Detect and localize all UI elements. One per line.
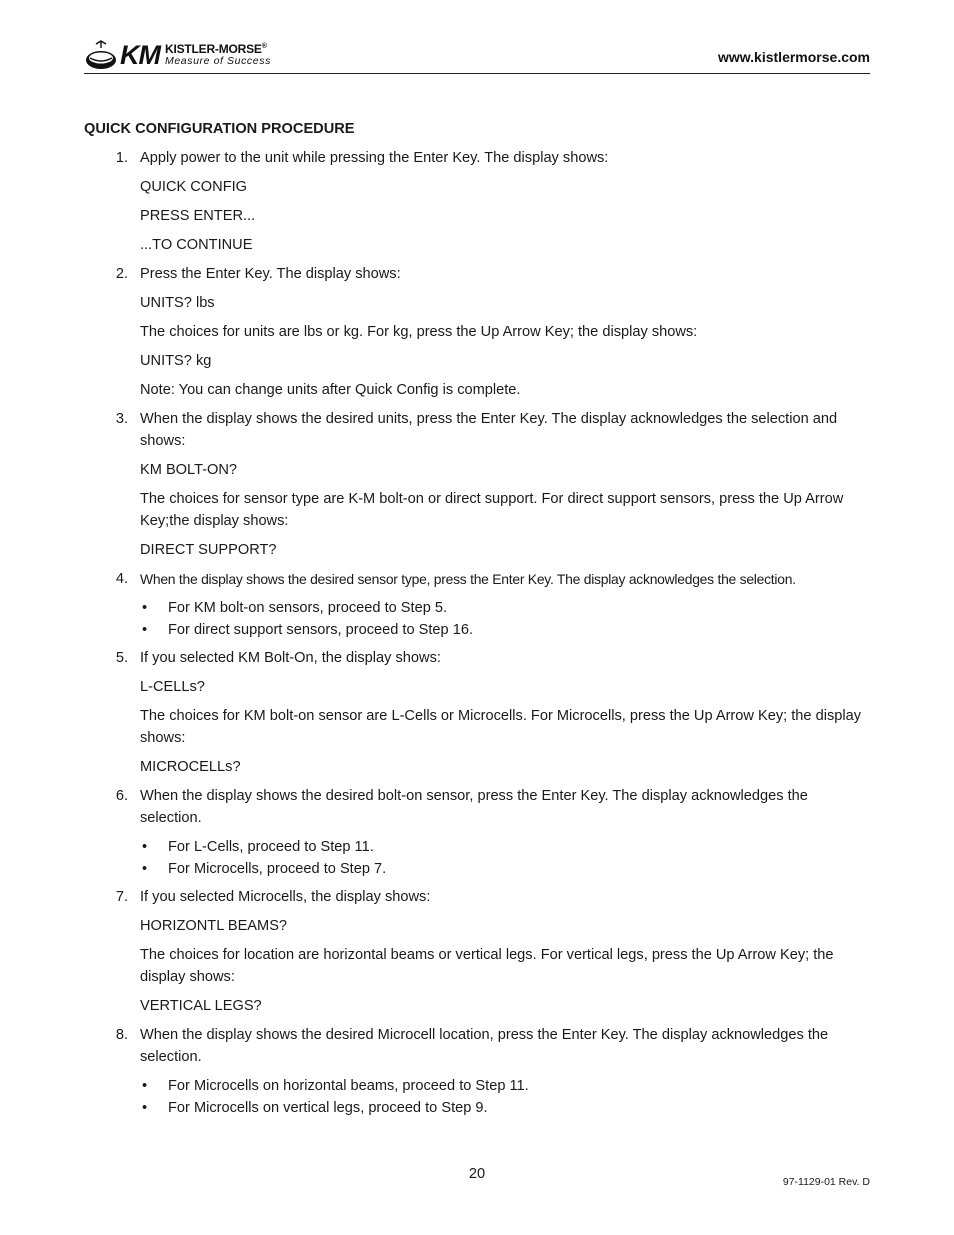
display-text: QUICK CONFIG bbox=[140, 179, 248, 195]
step-7 bbox=[84, 886, 870, 908]
display-text: ...TO CONTINUE bbox=[140, 237, 253, 253]
step-paragraph: The choices for location are horizontal beams or vertical legs. For vertical legs, press the Up Arrow Key; the display shows: bbox=[140, 947, 834, 985]
step-4 bbox=[84, 568, 870, 590]
step-5 bbox=[84, 647, 870, 669]
list-item bbox=[140, 858, 870, 880]
page-number: 20 bbox=[468, 1166, 486, 1182]
logo-company-name: KISTLER-MORSE® bbox=[165, 42, 267, 57]
bullet-list bbox=[84, 836, 870, 880]
list-item bbox=[140, 1097, 870, 1119]
list-item-text: For Microcells, proceed to Step 7. bbox=[168, 861, 387, 877]
display-text: L-CELLs? bbox=[140, 679, 205, 695]
step-number: 4. bbox=[115, 571, 128, 587]
document-body bbox=[84, 118, 870, 1125]
display-text: VERTICAL LEGS? bbox=[140, 998, 262, 1014]
logo-scale-icon bbox=[84, 39, 118, 71]
logo-tagline: Measure of Success bbox=[165, 55, 271, 68]
step-text: If you selected KM Bolt-On, the display shows: bbox=[140, 650, 441, 666]
list-item-text: For KM bolt-on sensors, proceed to Step 5. bbox=[168, 600, 448, 616]
step-1 bbox=[84, 147, 870, 169]
list-item bbox=[140, 619, 870, 641]
step-text: When the display shows the desired Microcell location, press the Enter Key. The display acknowledges the selection. bbox=[140, 1027, 829, 1065]
step-number: 2. bbox=[115, 266, 128, 282]
section-title: QUICK CONFIGURATION PROCEDURE bbox=[84, 121, 355, 137]
note-text: Note: You can change units after Quick Config is complete. bbox=[140, 382, 521, 398]
list-item-text: For L-Cells, proceed to Step 11. bbox=[168, 839, 374, 855]
bullet-list bbox=[84, 597, 870, 641]
document-id: 97-1129-01 Rev. D bbox=[782, 1176, 870, 1188]
step-paragraph: The choices for sensor type are K-M bolt-on or direct support. For direct support sensors, press the Up Arrow Key;the display shows: bbox=[140, 491, 844, 529]
step-text: When the display shows the desired bolt-on sensor, press the Enter Key. The display acknowledges the selection. bbox=[140, 788, 808, 826]
step-6 bbox=[84, 785, 870, 829]
step-number: 1. bbox=[115, 150, 128, 166]
step-text: When the display shows the desired sensor type, press the Enter Key. The display acknowledges the selection. bbox=[140, 571, 796, 587]
bullet-list bbox=[84, 1075, 870, 1119]
step-number: 6. bbox=[115, 788, 128, 804]
display-text: HORIZONTL BEAMS? bbox=[140, 918, 288, 934]
step-2 bbox=[84, 263, 870, 285]
list-item-text: For Microcells on vertical legs, proceed to Step 9. bbox=[168, 1100, 488, 1116]
bullet-icon: • bbox=[142, 1100, 148, 1116]
bullet-icon: • bbox=[142, 839, 148, 855]
step-text: Apply power to the unit while pressing the Enter Key. The display shows: bbox=[140, 150, 609, 166]
kistler-morse-logo bbox=[84, 38, 271, 72]
step-paragraph: The choices for units are lbs or kg. For kg, press the Up Arrow Key; the display shows: bbox=[140, 324, 698, 340]
display-text: UNITS? kg bbox=[140, 353, 212, 369]
step-number: 3. bbox=[115, 411, 128, 427]
step-3 bbox=[84, 408, 870, 452]
display-text: MICROCELLs? bbox=[140, 759, 241, 775]
display-text: KM BOLT-ON? bbox=[140, 462, 238, 478]
website-link[interactable]: www.kistlermorse.com bbox=[718, 49, 870, 65]
step-text: Press the Enter Key. The display shows: bbox=[140, 266, 401, 282]
page-header bbox=[84, 36, 870, 74]
step-paragraph: The choices for KM bolt-on sensor are L-Cells or Microcells. For Microcells, press the Up Arrow Key; the display shows: bbox=[140, 708, 862, 746]
bullet-icon: • bbox=[142, 861, 148, 877]
step-text: If you selected Microcells, the display shows: bbox=[140, 889, 431, 905]
logo-km: KM bbox=[120, 39, 160, 70]
display-text: UNITS? lbs bbox=[140, 295, 215, 311]
step-8 bbox=[84, 1024, 870, 1068]
display-text: DIRECT SUPPORT? bbox=[140, 542, 277, 558]
step-number: 7. bbox=[115, 889, 128, 905]
list-item bbox=[140, 597, 870, 619]
step-text: When the display shows the desired units, press the Enter Key. The display acknowledges the selection and shows: bbox=[140, 411, 838, 449]
bullet-icon: • bbox=[142, 622, 148, 638]
list-item-text: For direct support sensors, proceed to Step 16. bbox=[168, 622, 474, 638]
list-item bbox=[140, 836, 870, 858]
bullet-icon: • bbox=[142, 600, 148, 616]
step-number: 8. bbox=[115, 1027, 128, 1043]
step-number: 5. bbox=[115, 650, 128, 666]
bullet-icon: • bbox=[142, 1078, 148, 1094]
display-text: PRESS ENTER... bbox=[140, 208, 256, 224]
list-item-text: For Microcells on horizontal beams, proceed to Step 11. bbox=[168, 1078, 529, 1094]
list-item bbox=[140, 1075, 870, 1097]
